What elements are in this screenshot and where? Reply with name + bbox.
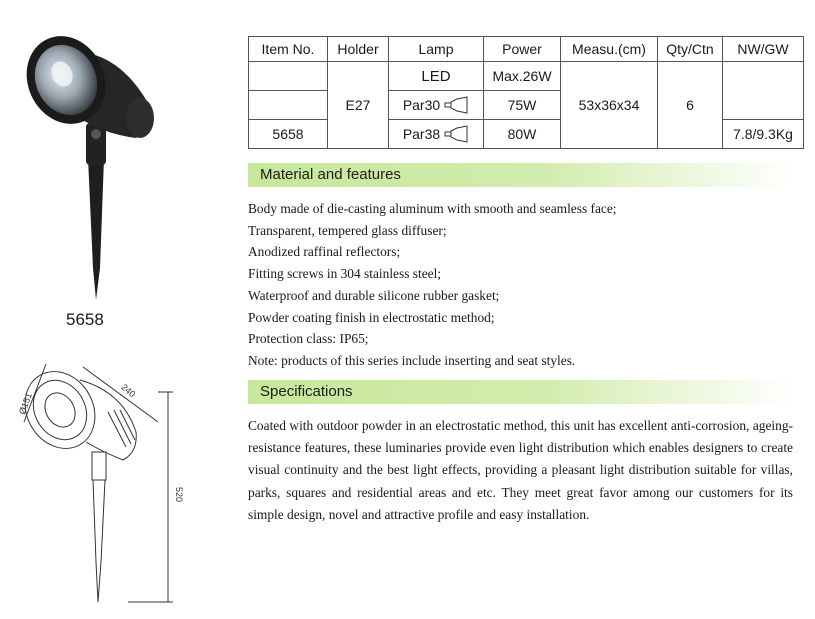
header-power: Power [484, 37, 561, 62]
product-photo [18, 18, 168, 303]
feature-item: Transparent, tempered glass diffuser; [248, 222, 447, 238]
materials-heading-band [248, 163, 793, 187]
cell-weight: 7.8/9.3Kg [723, 120, 804, 149]
par-lamp-icon [443, 96, 469, 114]
dimension-height: 520 [174, 487, 184, 503]
feature-item: Powder coating finish in electrostatic method; [248, 309, 495, 325]
feature-item: Fitting screws in 304 stainless steel; [248, 266, 442, 282]
table-header-row [249, 37, 804, 62]
cell-qty: 6 [658, 62, 723, 149]
spec-table [248, 36, 804, 149]
header-measure: Measu.(cm) [561, 37, 658, 62]
header-qty: Qty/Ctn [658, 37, 723, 62]
par-lamp-icon [443, 125, 469, 143]
product-model-label: 5658 [66, 310, 104, 329]
materials-heading: Material and features [260, 166, 401, 183]
cell-measure: 53x36x34 [561, 62, 658, 149]
cell-lamp-led: LED [389, 62, 484, 91]
cell-empty [249, 62, 328, 91]
technical-drawing [8, 352, 208, 610]
feature-item: Note: products of this series include inserting and seat styles. [248, 352, 576, 368]
specifications-heading: Specifications [260, 383, 353, 400]
cell-power-par30: 75W [484, 91, 561, 120]
header-holder: Holder [328, 37, 389, 62]
feature-item: Protection class: IP65; [248, 331, 369, 347]
dimension-diameter: Ø151 [17, 391, 34, 416]
specifications-heading-band [248, 380, 793, 404]
cell-lamp-par30: Par30 [389, 91, 484, 120]
cell-item-no: 5658 [249, 120, 328, 149]
cell-empty [249, 91, 328, 120]
cell-lamp-par38: Par38 [389, 120, 484, 149]
feature-item: Body made of die-casting aluminum with smooth and seamless face; [248, 201, 617, 216]
header-item-no: Item No. [249, 37, 328, 62]
cell-empty [723, 62, 804, 120]
cell-holder: E27 [328, 62, 389, 149]
header-weight: NW/GW [723, 37, 804, 62]
feature-item: Anodized raffinal reflectors; [248, 244, 401, 260]
dimension-width: 240 [119, 381, 138, 400]
specifications-text: Coated with outdoor powder in an electrostatic method, this unit has excellent anti-corrosion, ageing-resistance features, these luminaries provide even light distribution which enables designers to create visual continuity and the best light effects, providing a pleasant light distribution suitable for villas, parks, squares and residential areas and etc. They meet great favor among our customers for its simple design, novel and attractive profile and easy installation. [248, 418, 793, 522]
cell-power-par38: 80W [484, 120, 561, 149]
cell-power-led: Max.26W [484, 62, 561, 91]
table-row [249, 62, 804, 91]
header-lamp: Lamp [389, 37, 484, 62]
feature-item: Waterproof and durable silicone rubber gasket; [248, 287, 500, 303]
features-list [248, 198, 808, 372]
